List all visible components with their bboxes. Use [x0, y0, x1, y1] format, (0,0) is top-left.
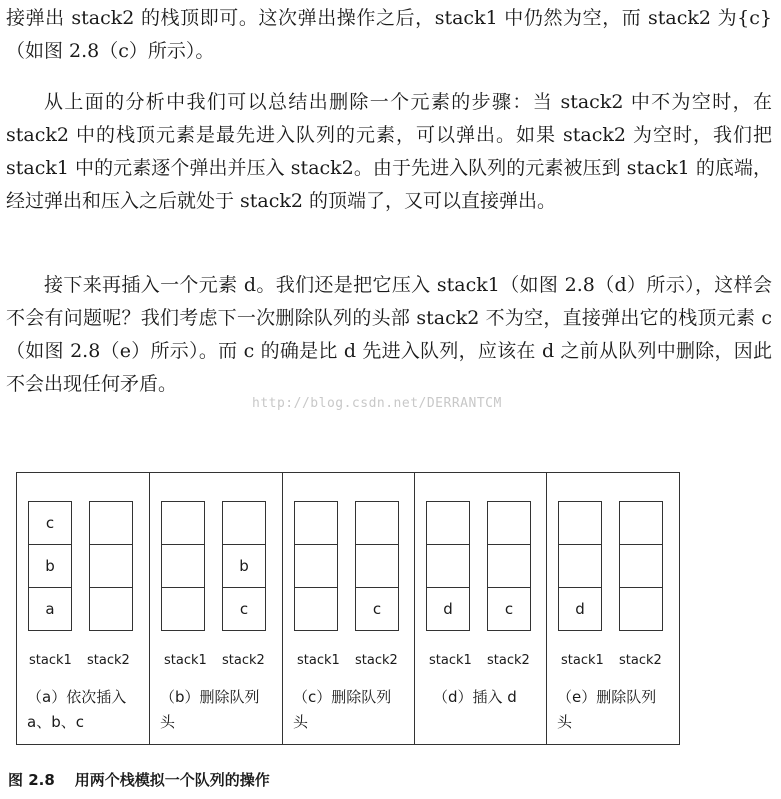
stack-cell [355, 501, 399, 545]
watermark: http://blog.csdn.net/DERRANTCM [252, 396, 502, 411]
stack2 [355, 501, 399, 631]
panel-caption: （c）删除队列头 [293, 688, 392, 731]
stack-cell: b [28, 544, 72, 588]
panel-b [150, 473, 283, 744]
stack-cell [161, 501, 205, 545]
stack-cell [487, 501, 531, 545]
stack2 [619, 501, 663, 631]
paragraph-3: 接下来再插入一个元素 d。我们还是把它压入 stack1（如图 2.8（d）所示），这样会不会有问题呢？我们考虑下一次删除队列的头部 stack2 不为空，直接弹出它的栈顶元素 c（如图 2.8（e）所示）。而 c 的确是比 d 先进入队列，应该在 d 之前从队列中删除，因此不会出现任何矛盾。 [6, 274, 772, 395]
stack-cell [355, 544, 399, 588]
stack-cell [161, 544, 205, 588]
stack-cell: c [28, 501, 72, 545]
paragraph-1: 接弹出 stack2 的栈顶即可。这次弹出操作之后，stack1 中仍然为空，而 stack2 为{c}（如图 2.8（c）所示）。 [6, 7, 772, 62]
stack2-label: stack2 [87, 653, 130, 668]
stack-cell [619, 501, 663, 545]
figure-title [8, 769, 270, 790]
stack-cell: c [222, 587, 266, 631]
stack1-label: stack1 [164, 653, 207, 668]
stack-cell: a [28, 587, 72, 631]
panel-caption: （e）删除队列头 [557, 688, 657, 731]
panel-a [17, 473, 150, 744]
panel-caption: （a）依次插入 a、b、c [27, 688, 127, 731]
stack2 [222, 501, 266, 631]
panel-caption: （d）插入 d [433, 688, 517, 706]
stack2 [89, 501, 133, 631]
stack1-label: stack1 [297, 653, 340, 668]
stack-cell [294, 587, 338, 631]
stack-cell [89, 544, 133, 588]
panel-c [283, 473, 415, 744]
figure-number: 图 2.8 [8, 771, 55, 789]
panel-caption: （b）删除队列头 [160, 688, 260, 731]
stack-cell [161, 587, 205, 631]
stack-cell [426, 544, 470, 588]
stack-cell [294, 544, 338, 588]
stack1 [161, 501, 205, 631]
stack-cell [619, 587, 663, 631]
panel-e [547, 473, 678, 744]
paragraph-2: 从上面的分析中我们可以总结出删除一个元素的步骤：当 stack2 中不为空时，在 stack2 中的栈顶元素是最先进入队列的元素，可以弹出。如果 stack2 为空时，我们把 stack1 中的元素逐个弹出并压入 stack2。由于先进入队列的元素被压到 stack1 的底端，经过弹出和压入之后就处于 stack2 的顶端了，又可以直接弹出。 [6, 91, 772, 212]
stack-cell: d [426, 587, 470, 631]
stack-cell [294, 501, 338, 545]
stack1-label: stack1 [429, 653, 472, 668]
stack2-label: stack2 [619, 653, 662, 668]
figure-2-8 [16, 472, 680, 745]
stack1 [294, 501, 338, 631]
stack1-label: stack1 [561, 653, 604, 668]
stack-cell: c [487, 587, 531, 631]
figure-caption: 用两个栈模拟一个队列的操作 [74, 771, 270, 789]
stack-cell: c [355, 587, 399, 631]
stack-cell [426, 501, 470, 545]
stack-cell: d [558, 587, 602, 631]
stack-cell [222, 501, 266, 545]
stack1 [426, 501, 470, 631]
stack2-label: stack2 [222, 653, 265, 668]
stack-cell [619, 544, 663, 588]
stack-cell [558, 501, 602, 545]
stack1 [558, 501, 602, 631]
panel-d [415, 473, 547, 744]
stack2-label: stack2 [487, 653, 530, 668]
stack2-label: stack2 [355, 653, 398, 668]
stack-cell [487, 544, 531, 588]
stack-cell [558, 544, 602, 588]
stack1-label: stack1 [29, 653, 72, 668]
stack-cell: b [222, 544, 266, 588]
stack-cell [89, 587, 133, 631]
stack-cell [89, 501, 133, 545]
stack1 [28, 501, 72, 631]
stack2 [487, 501, 531, 631]
